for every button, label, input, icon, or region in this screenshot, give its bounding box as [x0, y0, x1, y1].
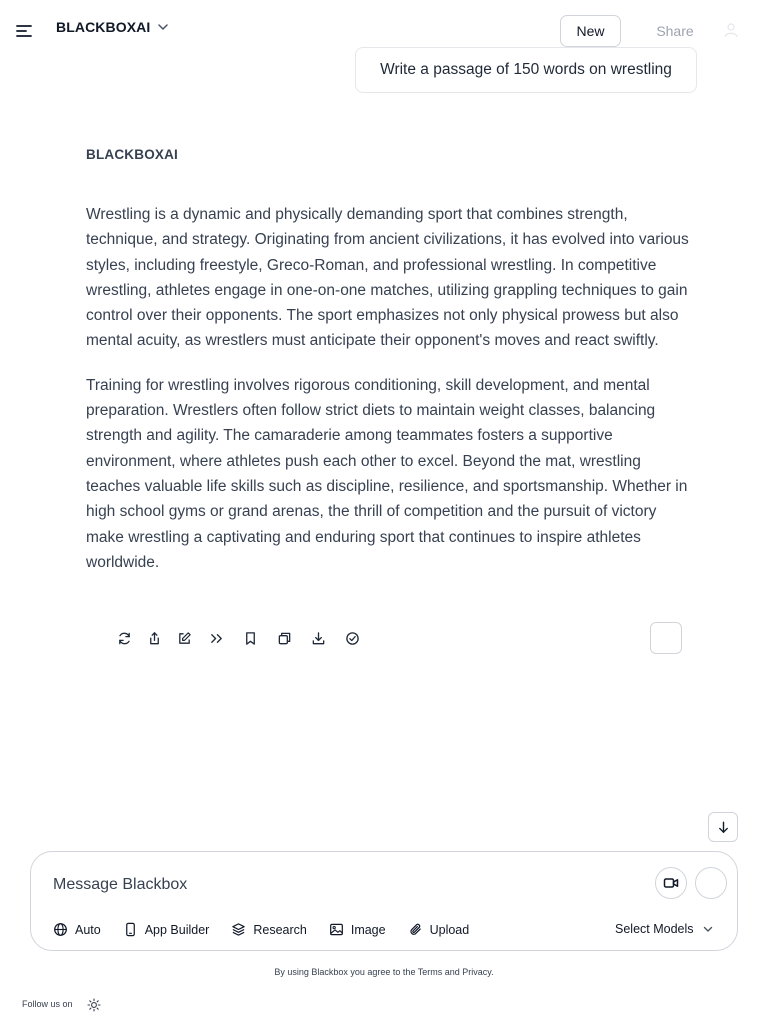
app-builder-label: App Builder — [144, 922, 210, 937]
verify-button[interactable] — [340, 626, 364, 650]
response-paragraph: Training for wrestling involves rigorous conditioning, skill development, and mental preparation. Wrestlers often follow strict diets to maintain weight classes, balancing strength and agility. The camaraderie among teammates fosters a supportive environment, where athletes push each other to excel. Beyond the mat, wrestling teaches valuable life skills such as discipline, resilience, and sportsmanship. Whether in high school gyms or grand arenas, the thrill of competition and the pursuit of victory make wrestling a captivating and enduring sport that continues to inspire athletes worldwide. — [86, 376, 688, 571]
new-chat-button[interactable]: New — [560, 15, 621, 47]
copy-button[interactable] — [272, 626, 296, 650]
copy-icon — [277, 631, 292, 646]
image-button[interactable] — [329, 922, 386, 937]
arrow-down-icon — [716, 820, 731, 835]
edit-button[interactable] — [172, 626, 196, 650]
composer-tools — [53, 922, 491, 937]
scroll-to-bottom-button[interactable] — [708, 812, 738, 842]
share-button[interactable]: Share — [656, 23, 694, 39]
model-select-dropdown[interactable] — [615, 922, 714, 936]
research-label: Research — [253, 922, 307, 937]
edit-icon — [177, 631, 192, 646]
send-button[interactable] — [695, 867, 727, 899]
assistant-name: BLACKBOXAI — [86, 147, 178, 162]
user-icon[interactable] — [722, 21, 740, 39]
app-builder-button[interactable] — [123, 922, 210, 937]
image-label: Image — [350, 922, 386, 937]
layers-icon — [231, 922, 246, 937]
response-paragraph: Wrestling is a dynamic and physically demanding sport that combines strength, technique, and strategy. Originating from ancient civilizations, it has evolved into various styles, including freestyle, Greco-Roman, and professional wrestling. In competitive wrestling, athletes engage in one-on-one matches, utilizing grappling techniques to gain control over their opponents. The sport emphasizes not only physical prowess but also mental acuity, as wrestlers must anticipate their opponent's moves and react swiftly. — [86, 206, 689, 350]
auto-button[interactable] — [53, 922, 101, 937]
globe-icon — [53, 922, 68, 937]
menu-icon — [14, 20, 36, 42]
video-button[interactable] — [655, 867, 687, 899]
chevron-down-icon — [702, 923, 714, 935]
continue-button[interactable] — [204, 626, 228, 650]
terms-disclaimer: By using Blackbox you agree to the Terms and Privacy. — [274, 967, 494, 977]
bookmark-button[interactable] — [238, 626, 262, 650]
check-circle-icon — [345, 631, 360, 646]
share-response-button[interactable] — [142, 626, 166, 650]
research-button[interactable] — [231, 922, 307, 937]
paperclip-icon — [408, 922, 423, 937]
auto-label: Auto — [75, 922, 101, 937]
sun-icon[interactable] — [87, 998, 101, 1012]
follow-us-label: Follow us on — [22, 999, 73, 1009]
message-actions — [112, 626, 364, 650]
download-icon — [311, 631, 326, 646]
bookmark-icon — [243, 631, 258, 646]
model-select-label: Select Models — [615, 922, 694, 936]
download-button[interactable] — [306, 626, 330, 650]
continue-icon — [209, 631, 224, 646]
regenerate-button[interactable] — [112, 626, 136, 650]
upload-label: Upload — [429, 922, 470, 937]
model-switcher[interactable] — [56, 19, 170, 35]
upload-button[interactable] — [408, 922, 470, 937]
chevron-down-icon — [156, 20, 170, 34]
regenerate-icon — [117, 631, 132, 646]
assistant-response — [86, 202, 698, 594]
share-icon — [147, 631, 162, 646]
image-icon — [329, 922, 344, 937]
mobile-icon — [123, 922, 138, 937]
brand-name: BLACKBOXAI — [56, 19, 151, 35]
message-input[interactable] — [53, 872, 613, 898]
action-square-button[interactable] — [650, 622, 682, 654]
user-message: Write a passage of 150 words on wrestling — [355, 47, 697, 93]
sidebar-toggle-button[interactable] — [14, 20, 36, 42]
video-camera-icon — [663, 875, 679, 891]
message-composer — [30, 851, 738, 951]
